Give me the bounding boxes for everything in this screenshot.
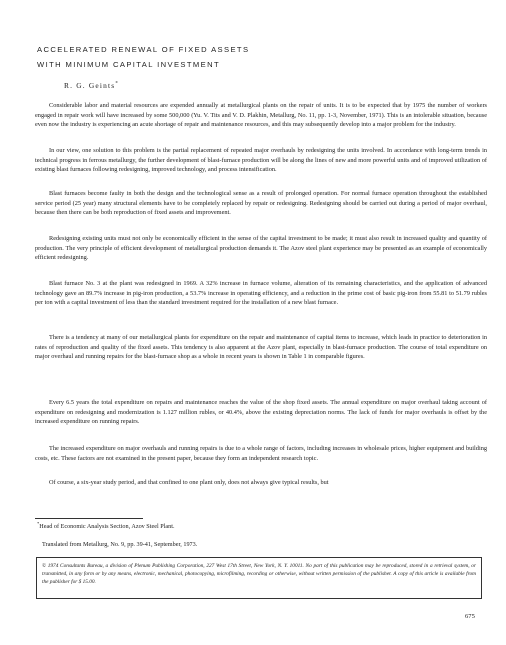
paragraph-5: Blast furnace No. 3 at the plant was redesigned in 1969. A 32% increase in furnace volume, alteration of its remaining characteristics, and the application of advanced technology gave an 89.7% increase in pig-iron production, a 53.7% increase in operating efficiency, and a reduction in the prime cost of basic pig-iron from 55.81 to 51.79 rubles per ton with a capital investment of less than the standard investment required for the installation of a new blast furnace. <box>35 280 487 307</box>
paragraph-7: Every 6.5 years the total expenditure on repairs and maintenance reaches the value of the shop fixed assets. The annual expenditure on major overhaul taking account of expenditure on redesigning and modernization is 1.127 million rubles, or 40.4%, above the existing depreciation norms. The lack of funds for major overhauls is offset by the increased expenditure on running repairs. <box>35 399 487 426</box>
paragraph-4: Redesigning existing units must not only be economically efficient in the sense of the capital investment to be made; it must also result in increased quality and quantity of production. The very principle of efficient development of metallurgical production demands it. The Azov steel plant experience may be presented as an example of economically efficient redesigning. <box>35 235 487 262</box>
paragraph-8: The increased expenditure on major overhauls and running repairs is due to a whole range of factors, including increases in wholesale prices, higher equipment and building costs, etc. These factors are not examined in the present paper, because they form an independent research topic. <box>35 445 487 462</box>
footnote <box>37 521 175 530</box>
paragraph-6: There is a tendency at many of our metallurgical plants for expenditure on the repair and maintenance of capital items to increase, which leads in practice to deterioration in rates of reproduction and quality of the fixed assets. This tendency is also apparent at the Azov plant, especially in blast-furnace production. The course of total expenditure on major overhaul and running repairs for the blast-furnace shop as a whole in recent years is shown in Table 1 in comparable figures. <box>35 334 487 361</box>
translation-note: Translated from Metallurg, No. 9, pp. 39-41, September, 1973. <box>42 541 198 548</box>
paragraph-3: Blast furnaces become faulty in both the design and the technological sense as a result of prolonged operation. For normal furnace operation throughout the established service period (25 year) many structural elements have to be completely replaced by repair or redesigning. Redesigning should be carried out during a period of major overhaul, because then there can be both reproduction of fixed assets and improvement. <box>35 190 487 217</box>
paragraph-9: Of course, a six-year study period, and that confined to one plant only, does not always give typical results, but <box>49 479 329 486</box>
article-title-line-1: ACCELERATED RENEWAL OF FIXED ASSETS <box>37 45 250 54</box>
footnote-text: Head of Economic Analysis Section, Azov Steel Plant. <box>39 523 175 531</box>
copyright-notice: © 1974 Consultants Bureau, a division of Plenum Publishing Corporation, 227 West 17th Street, New York, N. Y. 10011. No part of this publication may be reproduced, stored in a retrieval system, or transmitted, in any form or by any means, electronic, mechanical, photocopying, microfilming, recording or otherwise, without written permission of the publisher. A copy of this article is available from the publisher for $ 15.00. <box>42 563 476 586</box>
copyright-box <box>36 557 482 599</box>
article-title-line-2: WITH MINIMUM CAPITAL INVESTMENT <box>37 60 221 69</box>
page-number: 675 <box>465 613 475 620</box>
paragraph-1: Considerable labor and material resources are expended annually at metallurgical plants on the repair of units. It is to be expected that by 1975 the number of workers engaged in repair work will have increased by some 500,000 (Yu. V. Tits and V. D. Plakhin, Metallurg, No. 11, pp. 1-3, November, 1971). This is an intolerable situation, because even now the industry is experiencing an acute shortage of repair and maintenance resources, and this may subsequently develop into a major problem for the industry. <box>35 102 487 129</box>
paragraph-2: In our view, one solution to this problem is the partial replacement of repeated major overhauls by redesigning the units involved. In accordance with long-term trends in technical progress in ferrous metallurgy, the further development of blast-furnace production will be along the lines of new and more powerful units and of improved utilization of existing blast furnaces following redesigning, improved technology, and process intensification. <box>35 147 487 174</box>
author-name: R. G. Geints <box>64 81 116 90</box>
author-footnote-mark: * <box>115 81 120 87</box>
footnote-divider <box>35 518 143 519</box>
author-line <box>64 81 119 90</box>
footnote-mark: * <box>37 521 40 526</box>
